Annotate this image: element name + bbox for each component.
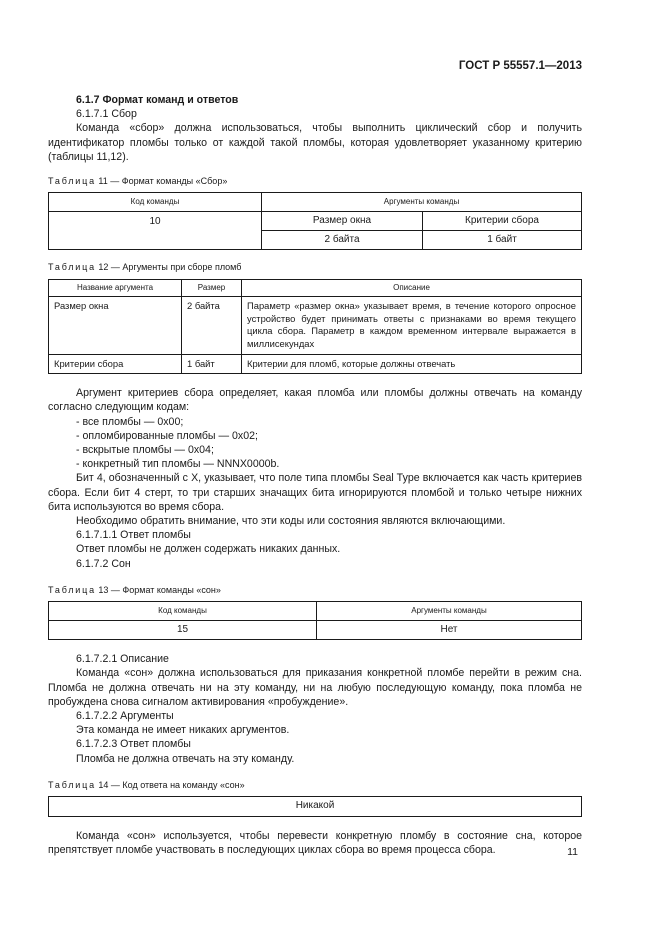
table-row bbox=[49, 621, 582, 640]
table-cell: Критерии сбора bbox=[49, 354, 182, 374]
list-item: - конкретный тип пломбы — NNNX0000b. bbox=[76, 458, 280, 471]
table-row bbox=[49, 797, 582, 817]
table-12 bbox=[48, 279, 582, 375]
subsection-heading: 6.1.7.2 Сон bbox=[76, 557, 131, 570]
list-item: - вскрытые пломбы — 0x04; bbox=[76, 444, 214, 456]
paragraph: Команда «сбор» должна использоваться, чтобы выполнить циклический сбор и получить идентификатор пломбы только от каждой такой пломбы, которая удовлетворяет указанному критерию (таблицы 11,12). bbox=[48, 122, 582, 163]
paragraph: Эта команда не имеет никаких аргументов. bbox=[76, 724, 290, 737]
subsection-heading: 6.1.7.1.1 Ответ пломбы bbox=[76, 529, 191, 542]
table-11 bbox=[48, 192, 582, 250]
table-caption-text: 11 — Формат команды «Сбор» bbox=[98, 176, 228, 187]
table-header-cell: Описание bbox=[242, 279, 582, 297]
table-caption-word: Таблица bbox=[48, 262, 96, 273]
subsection-heading: 6.1.7.2.3 Ответ пломбы bbox=[76, 738, 191, 751]
table-caption-word: Таблица bbox=[48, 176, 96, 187]
paragraph: Аргумент критериев сбора определяет, какая пломба или пломбы должны отвечать на команду согласно следующим кодам: bbox=[48, 387, 582, 414]
table-13 bbox=[48, 601, 582, 640]
table-header-cell: Размер bbox=[182, 279, 242, 297]
table-header-cell: Название аргумента bbox=[49, 279, 182, 297]
table-cell: 10 bbox=[49, 212, 262, 250]
paragraph: Пломба не должна отвечать на эту команду. bbox=[76, 752, 295, 765]
table-cell: Размер окна bbox=[49, 297, 182, 354]
table-header-cell: Код команды bbox=[49, 193, 262, 212]
table-caption-text: 14 — Код ответа на команду «сон» bbox=[98, 779, 245, 790]
table-cell: 1 байт bbox=[182, 354, 242, 374]
list-item: - все пломбы — 0x00; bbox=[76, 415, 184, 428]
paragraph: Команда «сон» используется, чтобы перевести конкретную пломбу в состояние сна, которое препятствует пломбе участвовать в последующих циклах сбора во время процесса сбора. bbox=[48, 830, 582, 857]
paragraph: Команда «сон» должна использоваться для приказания конкретной пломбе перейти в режим сна. Пломба не должна отвечать ни на эту команду, ни на любую последующую команду, пока пломба не пробуждена снова сигналом активирования «пробуждение». bbox=[48, 667, 582, 708]
table-header-cell: Аргументы команды bbox=[262, 193, 582, 212]
table-caption bbox=[48, 583, 582, 597]
table-caption bbox=[48, 174, 582, 188]
table-caption bbox=[48, 260, 582, 274]
table-row bbox=[49, 354, 582, 374]
table-cell: Критерии для пломб, которые должны отвечать bbox=[242, 354, 582, 374]
table-cell: 15 bbox=[49, 621, 317, 640]
paragraph: Необходимо обратить внимание, что эти коды или состояния являются включающими. bbox=[76, 515, 506, 528]
table-cell: 2 байта bbox=[182, 297, 242, 354]
table-cell: Размер окна bbox=[262, 212, 423, 231]
table-caption bbox=[48, 778, 582, 792]
table-header-cell: Код команды bbox=[49, 602, 317, 621]
paragraph: Ответ пломбы не должен содержать никаких данных. bbox=[76, 543, 341, 556]
table-cell: 1 байт bbox=[423, 231, 582, 250]
table-cell: Параметр «размер окна» указывает время, в течение которого опросное устройство будет принимать ответы с признаками во время текущего цикла сбора. Параметр в каждом временном интервале выражается в миллисекундах bbox=[242, 297, 582, 354]
page-content bbox=[48, 93, 582, 857]
document-id: ГОСТ Р 55557.1—2013 bbox=[458, 60, 582, 72]
table-cell: 2 байта bbox=[262, 231, 423, 250]
list-item: - опломбированные пломбы — 0x02; bbox=[76, 429, 258, 442]
table-caption-text: 13 — Формат команды «сон» bbox=[98, 584, 221, 595]
table-cell: Нет bbox=[317, 621, 582, 640]
subsection-heading: 6.1.7.2.2 Аргументы bbox=[76, 710, 174, 723]
page-number: 11 bbox=[567, 846, 578, 858]
table-14 bbox=[48, 796, 582, 817]
table-cell: Никакой bbox=[49, 797, 582, 817]
table-row bbox=[49, 297, 582, 354]
table-cell: Критерии сбора bbox=[423, 212, 582, 231]
table-caption-text: 12 — Аргументы при сборе пломб bbox=[98, 262, 242, 273]
section-title: 6.1.7 Формат команд и ответов bbox=[76, 94, 239, 106]
table-caption-word: Таблица bbox=[48, 584, 96, 595]
subsection-heading: 6.1.7.1 Сбор bbox=[76, 108, 137, 121]
table-header-cell: Аргументы команды bbox=[317, 602, 582, 621]
subsection-heading: 6.1.7.2.1 Описание bbox=[76, 653, 169, 666]
table-caption-word: Таблица bbox=[48, 779, 96, 790]
paragraph: Бит 4, обозначенный с X, указывает, что поле типа пломбы Seal Type включается как часть критериев сбора. Если бит 4 стерт, то три старших значащих бита игнорируются пломбой и только четыре нижних бита используются во время сбора. bbox=[48, 472, 582, 513]
